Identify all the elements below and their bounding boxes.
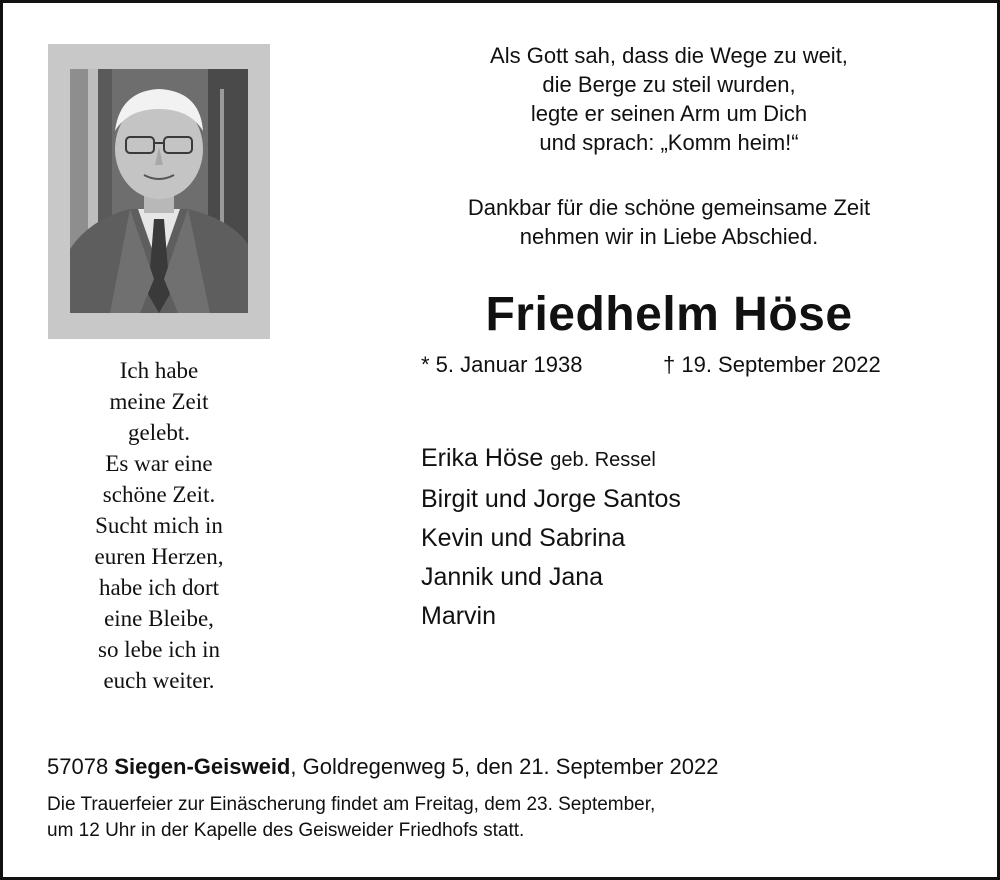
ceremony-info — [47, 792, 655, 844]
ceremony-line: Die Trauerfeier zur Einäscherung findet am Freitag, dem 23. September, — [47, 794, 656, 815]
poem-line: euren Herzen, — [94, 544, 224, 569]
quote-line: legte er seinen Arm um Dich — [530, 101, 808, 126]
poem-line: so lebe ich in — [98, 637, 220, 662]
family-member — [421, 439, 681, 480]
poem-line: Es war eine — [105, 451, 213, 476]
quote-line: die Berge zu steil wurden, — [542, 72, 796, 97]
quote-line: Als Gott sah, dass die Wege zu weit, — [490, 43, 848, 68]
thanks-line: nehmen wir in Liebe Abschied. — [519, 224, 819, 249]
place-name: Siegen-Geisweid — [114, 754, 291, 779]
birth-date: * 5. Januar 1938 — [421, 352, 583, 377]
street-and-date: , Goldregenweg 5, den 21. September 2022 — [290, 754, 719, 779]
family-member: Birgit und Jorge Santos — [421, 485, 681, 513]
family-member-name: Erika Höse — [421, 444, 544, 472]
photo-frame — [48, 44, 270, 339]
thanks-line: Dankbar für die schöne gemeinsame Zeit — [467, 195, 871, 220]
poem-line: Sucht mich in — [95, 513, 223, 538]
poem-line: gelebt. — [128, 420, 190, 445]
family-member: Jannik und Jana — [421, 563, 604, 591]
address-line — [47, 752, 718, 782]
deceased-name: Friedhelm Höse — [485, 288, 853, 341]
postcode: 57078 — [47, 754, 109, 779]
quote — [403, 41, 935, 157]
poem-line: schöne Zeit. — [102, 482, 216, 507]
family-member: Marvin — [421, 602, 497, 630]
poem-line: meine Zeit — [109, 389, 209, 414]
quote-line: und sprach: „Komm heim!“ — [539, 130, 799, 155]
thanks-text — [403, 193, 935, 251]
poem-line: Ich habe — [119, 358, 199, 383]
poem-line: euch weiter. — [103, 668, 215, 693]
family-list — [421, 439, 681, 636]
maiden-name-note: geb. Ressel — [550, 449, 656, 471]
poem — [43, 355, 275, 696]
poem-line: habe ich dort — [98, 575, 220, 600]
ceremony-line: um 12 Uhr in der Kapelle des Geisweider Friedhofs statt. — [47, 820, 525, 841]
portrait-photo-icon — [70, 69, 248, 313]
death-date: † 19. September 2022 — [663, 352, 881, 377]
poem-line: eine Bleibe, — [104, 606, 214, 631]
family-member: Kevin und Sabrina — [421, 524, 626, 552]
